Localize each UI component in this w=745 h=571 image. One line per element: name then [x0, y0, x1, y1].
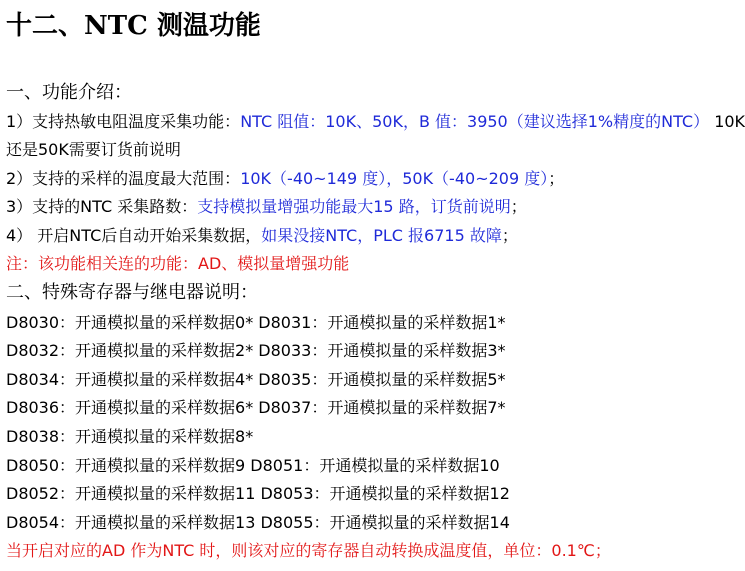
- register-line: D8038：开通模拟量的采样数据8*: [6, 427, 254, 446]
- register-line: D8030：开通模拟量的采样数据0* D8031：开通模拟量的采样数据1*: [6, 313, 506, 332]
- section2-heading: 二、特殊寄存器与继电器说明：: [6, 282, 258, 303]
- footer-note: 当开启对应的AD 作为NTC 时，则该对应的寄存器自动转换成温度值，单位：0.1℃；: [6, 541, 611, 560]
- section1-heading: 一、功能介绍：: [6, 82, 132, 103]
- item1-prefix: 1）支持热敏电阻温度采集功能：: [6, 112, 241, 131]
- register-line: D8034：开通模拟量的采样数据4* D8035：开通模拟量的采样数据5*: [6, 370, 506, 389]
- item2-suffix: ；: [548, 169, 565, 188]
- register-line: D8032：开通模拟量的采样数据2* D8033：开通模拟量的采样数据3*: [6, 341, 506, 360]
- register-line: D8052：开通模拟量的采样数据11 D8053：开通模拟量的采样数据12: [6, 484, 510, 503]
- note-line: 注：该功能相关连的功能：AD、模拟量增强功能: [6, 254, 350, 273]
- item3-channels: 支持模拟量增强功能最大15 路，订货前说明: [197, 197, 511, 216]
- item4-suffix: ；: [501, 226, 518, 245]
- register-line: D8054：开通模拟量的采样数据13 D8055：开通模拟量的采样数据14: [6, 513, 510, 532]
- item2-line: [6, 168, 564, 190]
- item3-prefix: 3）支持的NTC 采集路数：: [6, 197, 198, 216]
- item4-prefix: 4） 开启NTC后自动开始采集数据，: [6, 226, 262, 245]
- item2-range: 10K（-40~149 度），50K（-40~209 度）: [240, 169, 549, 188]
- item3-line: [6, 196, 527, 218]
- page-title: 十二、NTC 测温功能: [6, 11, 261, 41]
- item1-paragraph: [6, 108, 745, 164]
- item4-fault: 如果没接NTC，PLC 报6715 故障: [261, 226, 502, 245]
- register-line: D8050：开通模拟量的采样数据9 D8051：开通模拟量的采样数据10: [6, 456, 500, 475]
- item1-ntc-spec: NTC 阻值：10K、50K，B 值：3950（建议选择1%精度的NTC）: [240, 112, 710, 131]
- item1-suffix: 10K还是50K需要订货前说明: [6, 112, 745, 159]
- item2-prefix: 2）支持的采样的温度最大范围：: [6, 169, 241, 188]
- item3-suffix: ；: [510, 197, 527, 216]
- item4-line: [6, 225, 518, 247]
- register-line: D8036：开通模拟量的采样数据6* D8037：开通模拟量的采样数据7*: [6, 398, 506, 417]
